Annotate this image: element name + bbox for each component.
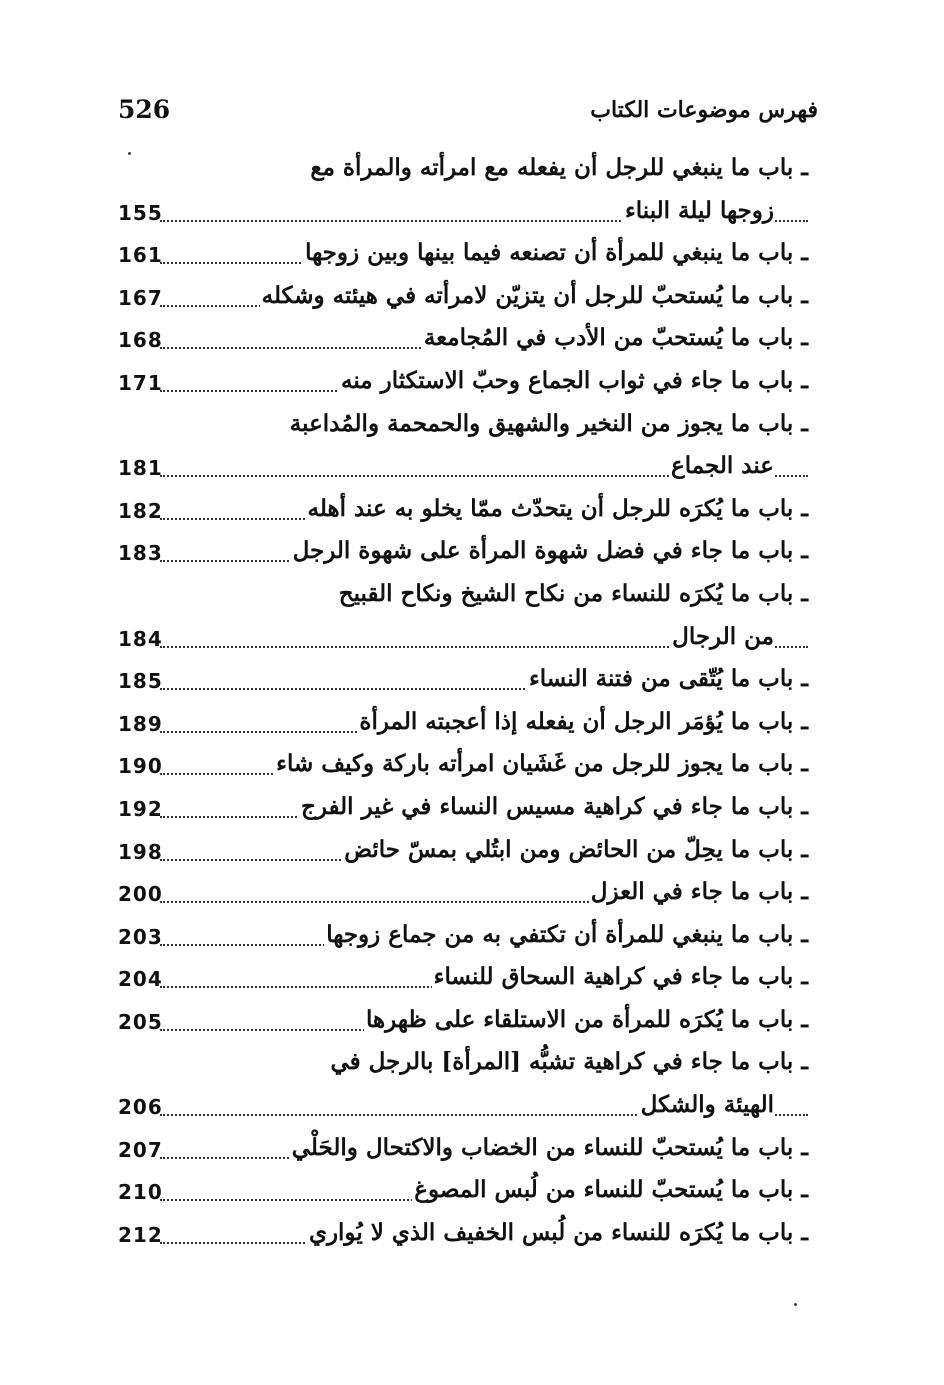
toc-entry: [118, 789, 808, 832]
toc-entry-page: 203: [118, 924, 163, 949]
running-title: فهرس موضوعات الكتاب: [590, 97, 818, 123]
toc-entry: [118, 363, 808, 406]
toc-entry-page: 210: [118, 1180, 163, 1205]
toc-entry-page: 168: [118, 328, 163, 353]
toc-entry-page: 181: [118, 456, 163, 481]
toc-entry-title: ـ باب ما يُكرَه للنساء من لُبس الخفيف الذي لا يُواري: [308, 1218, 808, 1246]
scan-speck: [128, 152, 131, 155]
toc-entry-page: 192: [118, 796, 163, 821]
toc-entry-title: ـ باب ما يجوز من النخير والشهيق والحمحمة والمُداعبة: [289, 409, 808, 437]
toc-entry: [118, 193, 808, 236]
toc-entry-title: الهيئة والشكل: [640, 1091, 774, 1119]
toc-entry-title: ـ باب ما جاء في كراهية السحاق للنساء: [433, 963, 808, 991]
toc-entry-title: ـ باب ما يجوز للرجل من غَشَيان امرأته باركة وكيف شاء: [276, 750, 808, 778]
toc-entry: [118, 150, 808, 193]
toc-entry-title: ـ باب ما ينبغي للمرأة أن تصنعه فيما بينها وبين زوجها: [305, 239, 808, 267]
toc-entry: [118, 704, 808, 747]
toc-entry: [118, 278, 808, 321]
toc-entry: [118, 1002, 808, 1045]
scan-speck: [794, 1303, 797, 1306]
toc-entry-title: ـ باب ما يُكرَه للرجل أن يتحدّث ممّا يخلو به عند أهله: [307, 494, 808, 522]
toc-entry: [118, 1044, 808, 1087]
toc-entry-page: 189: [118, 711, 163, 736]
toc-entry-page: 184: [118, 626, 163, 651]
toc-entry: [118, 959, 808, 1002]
toc-entry: [118, 1087, 808, 1130]
toc-entry-title: ـ باب ما يحِلّ من الحائض ومن ابتُلي بمسّ حائض: [344, 835, 808, 863]
toc-entry-title: ـ باب ما جاء في كراهية تشبُّه [المرأة] بالرجل في: [330, 1048, 808, 1076]
toc-entry: [118, 917, 808, 960]
toc-entry: [118, 491, 808, 534]
toc-entry-page: 182: [118, 498, 163, 523]
toc-entry-page: 167: [118, 285, 163, 310]
toc-entry: [118, 619, 808, 662]
toc-entry-page: 205: [118, 1009, 163, 1034]
toc-entry: [118, 1172, 808, 1215]
toc-entry-title: ـ باب ما يُستحبّ من الأدب في المُجامعة: [423, 324, 808, 352]
toc-entry-title: ـ باب ما يُكرَه للنساء من نكاح الشيخ ونكاح القبيح: [338, 579, 808, 607]
toc-entry-page: 204: [118, 967, 163, 992]
table-of-contents: [118, 150, 808, 1257]
toc-entry-page: 161: [118, 243, 163, 268]
toc-entry-title: ـ باب ما ينبغي للمرأة أن تكتفي به من جماع زوجها: [326, 920, 808, 948]
toc-entry: [118, 576, 808, 619]
toc-entry-title: ـ باب ما يُستحبّ للنساء من الخضاب والاكتحال والحَلْي: [291, 1133, 808, 1161]
toc-entry-title: ـ باب ما جاء في العزل: [590, 878, 808, 906]
toc-entry-title: زوجها ليلة البناء: [624, 196, 774, 224]
toc-entry-title: ـ باب ما يُكرَه للمرأة من الاستلقاء على ظهرها: [366, 1005, 808, 1033]
toc-entry: [118, 235, 808, 278]
toc-entry: [118, 1130, 808, 1173]
toc-entry: [118, 874, 808, 917]
toc-entry-page: 183: [118, 541, 163, 566]
toc-entry: [118, 661, 808, 704]
page-header: [118, 95, 818, 135]
toc-entry: [118, 448, 808, 491]
toc-entry-page: 207: [118, 1137, 163, 1162]
toc-entry-title: من الرجال: [672, 622, 774, 650]
toc-entry-page: 206: [118, 1095, 163, 1120]
toc-entry-title: ـ باب ما يُتّقى من فتنة النساء: [528, 665, 808, 693]
toc-entry: [118, 832, 808, 875]
toc-entry-page: 200: [118, 882, 163, 907]
toc-entry-page: 212: [118, 1222, 163, 1247]
toc-entry-page: 190: [118, 754, 163, 779]
toc-entry-page: 198: [118, 839, 163, 864]
toc-entry-title: ـ باب ما يُستحبّ للنساء من لُبس المصوغ: [414, 1176, 808, 1204]
toc-entry: [118, 406, 808, 449]
toc-entry: [118, 746, 808, 789]
toc-entry-page: 171: [118, 370, 163, 395]
page-number: 526: [118, 95, 171, 124]
toc-entry-title: ـ باب ما يُستحبّ للرجل أن يتزيّن لامرأته في هيئته وشكله: [261, 281, 808, 309]
toc-entry-title: ـ باب ما جاء في فضل شهوة المرأة على شهوة الرجل: [292, 537, 808, 565]
toc-entry-title: ـ باب ما ينبغي للرجل أن يفعله مع امرأته والمرأة مع: [310, 154, 808, 181]
toc-entry: [118, 533, 808, 576]
toc-entry-page: 185: [118, 669, 163, 694]
toc-entry-title: ـ باب ما جاء في ثواب الجماع وحبّ الاستكثار منه: [341, 366, 808, 394]
toc-entry-title: ـ باب ما يُؤمَر الرجل أن يفعله إذا أعجبته المرأة: [359, 707, 808, 735]
toc-entry-page: 155: [118, 200, 163, 225]
toc-entry-title: عند الجماع: [670, 452, 774, 480]
toc-entry: [118, 320, 808, 363]
toc-entry-title: ـ باب ما جاء في كراهية مسيس النساء في غير الفرج: [300, 792, 808, 820]
toc-entry: [118, 1215, 808, 1258]
